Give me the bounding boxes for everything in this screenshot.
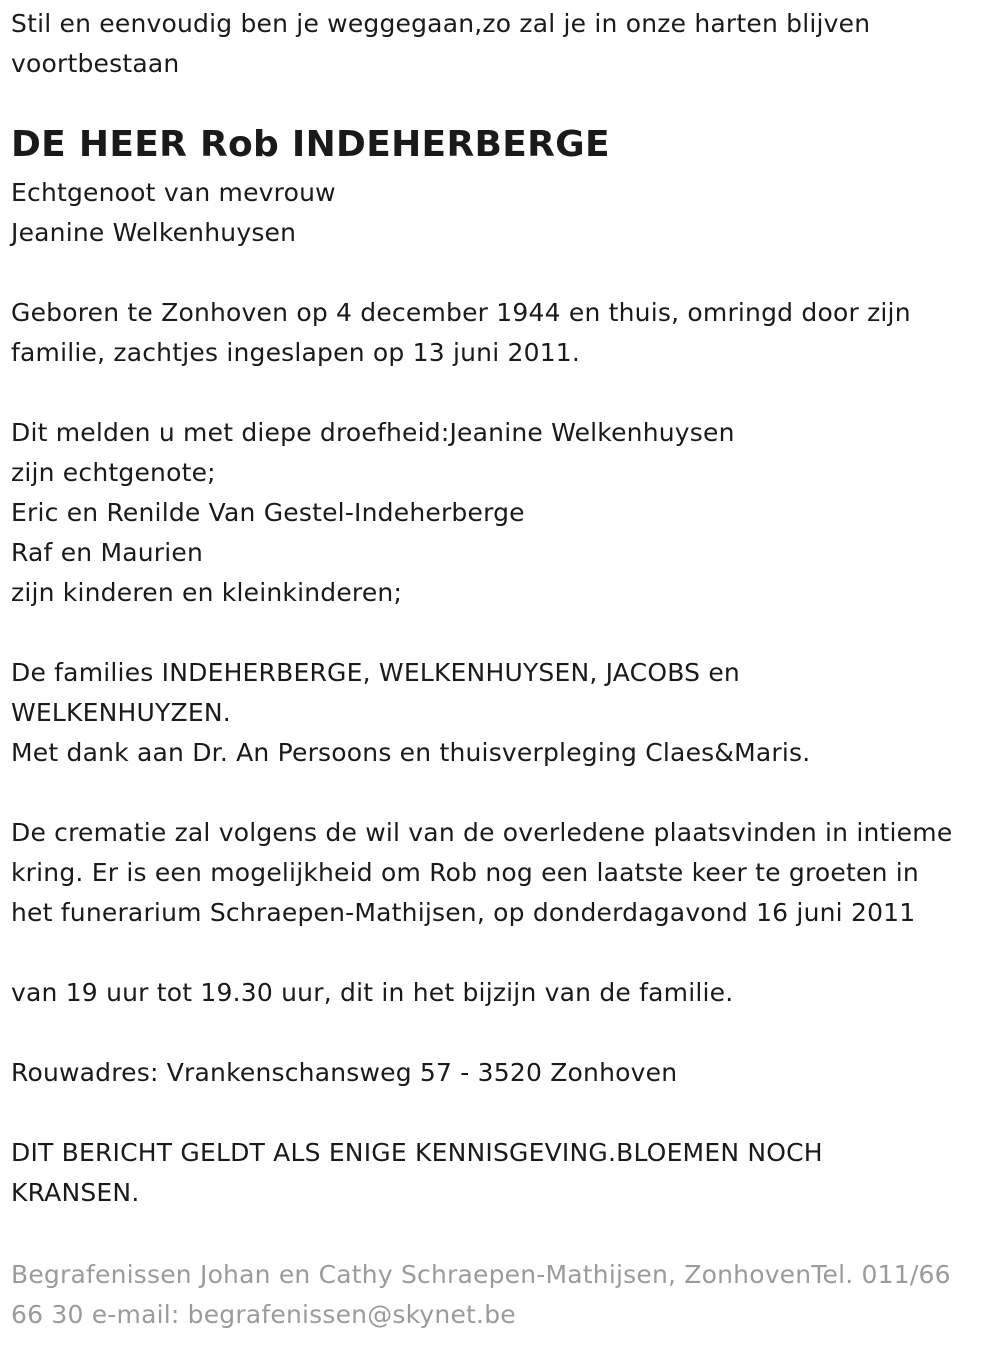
families-line-2: WELKENHUYZEN.	[11, 698, 231, 727]
cremation-line-3: het funerarium Schraepen-Mathijsen, op donderdagavond 16 juni 2011	[11, 898, 916, 927]
mourners-line-3: Eric en Renilde Van Gestel-Indeherberge	[11, 498, 525, 527]
mourners-line-4: Raf en Maurien	[11, 538, 204, 567]
footer-line-2: 66 30 e-mail: begrafenissen@skynet.be	[11, 1300, 516, 1329]
visiting-hours: van 19 uur tot 19.30 uur, dit in het bijzijn van de familie.	[11, 978, 734, 1007]
birth-line-1: Geboren te Zonhoven op 4 december 1944 en thuis, omringd door zijn	[11, 298, 911, 327]
birth-line-2: familie, zachtjes ingeslapen op 13 juni 2011.	[11, 338, 581, 367]
cremation-line-1: De crematie zal volgens de wil van de overledene plaatsvinden in intieme	[11, 818, 953, 847]
spouse-line-1: Echtgenoot van mevrouw	[11, 178, 336, 207]
page-title: DE HEER Rob INDEHERBERGE	[11, 124, 610, 165]
families-line-1: De families INDEHERBERGE, WELKENHUYSEN, JACOBS en	[11, 658, 740, 687]
mourners-line-1: Dit melden u met diepe droefheid:Jeanine Welkenhuysen	[11, 418, 735, 447]
notice-line-1: DIT BERICHT GELDT ALS ENIGE KENNISGEVING.BLOEMEN NOCH	[11, 1138, 823, 1167]
motto-line-2: voortbestaan	[11, 49, 180, 78]
cremation-line-2: kring. Er is een mogelijkheid om Rob nog een laatste keer te groeten in	[11, 858, 919, 887]
footer-line-1: Begrafenissen Johan en Cathy Schraepen-Mathijsen, ZonhovenTel. 011/66	[11, 1260, 951, 1289]
mourners-line-5: zijn kinderen en kleinkinderen;	[11, 578, 403, 607]
motto-line-1: Stil en eenvoudig ben je weggegaan,zo zal je in onze harten blijven	[11, 9, 871, 38]
notice-line-2: KRANSEN.	[11, 1178, 140, 1207]
mourners-line-2: zijn echtgenote;	[11, 458, 216, 487]
mourning-address: Rouwadres: Vrankenschansweg 57 - 3520 Zonhoven	[11, 1058, 678, 1087]
thanks-line: Met dank aan Dr. An Persoons en thuisverpleging Claes&Maris.	[11, 738, 811, 767]
spouse-line-2: Jeanine Welkenhuysen	[11, 218, 297, 247]
